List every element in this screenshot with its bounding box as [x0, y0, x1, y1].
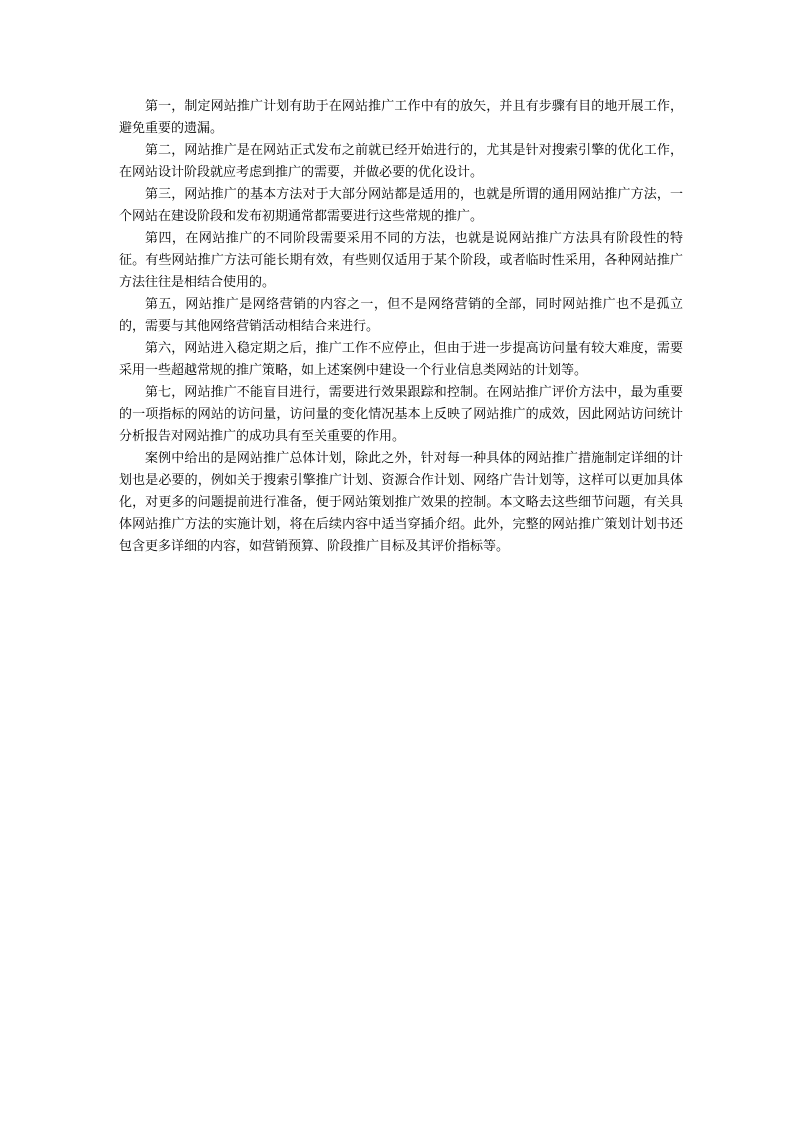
- document-body: [119, 96, 683, 558]
- paragraph-7: 第七，网站推广不能盲目进行，需要进行效果跟踪和控制。在网站推广评价方法中，最为重要的一项指标的网站的访问量，访问量的变化情况基本上反映了网站推广的成效，因此网站访问统计分析报告对网站推广的成功具有至关重要的作用。: [119, 385, 683, 444]
- paragraph-4: 第四，在网站推广的不同阶段需要采用不同的方法，也就是说网站推广方法具有阶段性的特征。有些网站推广方法可能长期有效，有些则仅适用于某个阶段，或者临时性采用，各种网站推广方法往往是相结合使用的。: [119, 231, 683, 290]
- paragraph-3: 第三，网站推广的基本方法对于大部分网站都是适用的，也就是所谓的通用网站推广方法，一个网站在建设阶段和发布初期通常都需要进行这些常规的推广。: [119, 187, 683, 224]
- paragraph-2: 第二，网站推广是在网站正式发布之前就已经开始进行的，尤其是针对搜索引擎的优化工作，在网站设计阶段就应考虑到推广的需要，并做必要的优化设计。: [119, 143, 683, 180]
- paragraph-5: 第五，网站推广是网络营销的内容之一，但不是网络营销的全部，同时网站推广也不是孤立的，需要与其他网络营销活动相结合来进行。: [119, 297, 683, 334]
- paragraph-1: 第一，制定网站推广计划有助于在网站推广工作中有的放矢，并且有步骤有目的地开展工作，避免重要的遗漏。: [119, 99, 683, 136]
- paragraph-8: 案例中给出的是网站推广总体计划，除此之外，针对每一种具体的网站推广措施制定详细的计划也是必要的，例如关于搜索引擎推广计划、资源合作计划、网络广告计划等，这样可以更加具体化，对更多的问题提前进行准备，便于网站策划推广效果的控制。本文略去这些细节问题，有关具体网站推广方法的实施计划，将在后续内容中适当穿插介绍。此外，完整的网站推广策划计划书还包含更多详细的内容，如营销预算、阶段推广目标及其评价指标等。: [119, 451, 683, 554]
- paragraph-6: 第六，网站进入稳定期之后，推广工作不应停止，但由于进一步提高访问量有较大难度，需要采用一些超越常规的推广策略，如上述案例中建设一个行业信息类网站的计划等。: [119, 341, 683, 378]
